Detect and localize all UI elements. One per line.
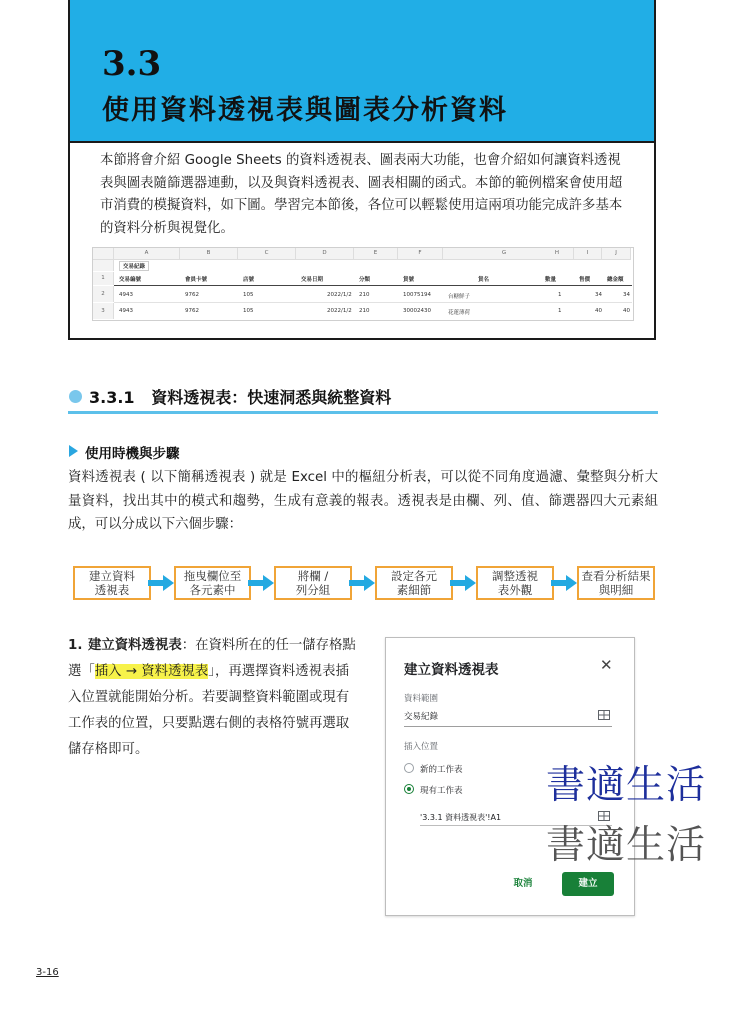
- sheet-cell: 30002430: [403, 308, 431, 314]
- flow-step-line: 調整透視: [492, 569, 538, 583]
- sheet-col-letter: H: [541, 248, 574, 260]
- flow-step-line: 透視表: [94, 583, 130, 597]
- section-bullet-icon: [69, 390, 82, 403]
- section-title: 資料透視表：快速洞悉與統整資料: [151, 388, 392, 407]
- sheet-col-letter: E: [354, 248, 398, 260]
- sheet-cell: 210: [359, 292, 370, 298]
- flow-step-1: [73, 566, 151, 600]
- sheet-col-letter: D: [296, 248, 354, 260]
- sheet-col-letter: C: [238, 248, 296, 260]
- sheet-header-cell: 交易編號: [119, 277, 142, 283]
- flow-step-line: 設定各元: [391, 569, 437, 583]
- flow-step-line: 將欄 /: [297, 569, 329, 583]
- sheet-cell: 10075194: [403, 292, 431, 298]
- flow-step-5: [476, 566, 554, 600]
- sheet-header-cell: 會員卡號: [185, 277, 208, 283]
- sheet-row-number: 2: [93, 286, 114, 302]
- sheet-cell: 9762: [185, 292, 199, 298]
- cancel-button[interactable]: 取消: [498, 872, 548, 896]
- range-input[interactable]: 交易紀錄: [404, 712, 439, 722]
- sheet-gridline: [114, 302, 632, 303]
- sheet-col-letter: J: [602, 248, 631, 260]
- grid-select-icon[interactable]: [598, 710, 610, 720]
- sheet-cell: 105: [243, 308, 254, 314]
- sheet-col-letter: I: [574, 248, 602, 260]
- flow-step-line: 查看分析結果: [581, 569, 651, 583]
- sheet-col-letter: A: [114, 248, 180, 260]
- flow-step-6: [577, 566, 655, 600]
- triangle-bullet-icon: [69, 445, 78, 457]
- menu-path-highlight: 插入 → 資料透視表: [94, 664, 209, 679]
- sheet-row-number: 3: [93, 303, 114, 319]
- sheet-cell: 台糖鮮子: [448, 294, 471, 300]
- flow-step-line: 表外觀: [497, 583, 533, 597]
- sheet-col-letter: F: [398, 248, 443, 260]
- sheet-cell: 1: [558, 292, 562, 298]
- close-icon[interactable]: ✕: [600, 656, 613, 674]
- watermark-text: 書適生活: [546, 763, 707, 808]
- sheet-header-cell: 售價: [579, 277, 591, 283]
- sheet-cell: 210: [359, 308, 370, 314]
- spreadsheet-snippet: [92, 247, 634, 321]
- section-rule: [68, 411, 658, 414]
- step-text: 」，再選擇資料透視表插入位置就能開始分析。若要調整資料範圍或現有工作表的位置，只要點選右側的表格符號再選取儲存格即可。: [68, 664, 350, 757]
- radio-existing-sheet[interactable]: [404, 784, 414, 794]
- sheet-cell: 1: [558, 308, 562, 314]
- step-text: ：在資料所在的任一儲存格點選「: [68, 638, 356, 679]
- step-number: 1.: [68, 638, 83, 653]
- flow-step-line: 建立資料: [89, 569, 135, 583]
- page-number: 3-16: [36, 967, 59, 978]
- flow-step-4: [375, 566, 453, 600]
- sheet-cell: 34: [595, 292, 602, 298]
- sheet-col-sep: [566, 248, 567, 260]
- arrow-right-icon: [450, 575, 476, 591]
- sheet-cell: 105: [243, 292, 254, 298]
- option-new-sheet-label: 新的工作表: [420, 765, 463, 775]
- sheet-header-cell: 分類: [359, 277, 371, 283]
- radio-selected-dot: [407, 787, 411, 791]
- flow-step-line: 與明細: [598, 583, 634, 597]
- sheet-cell: 34: [623, 292, 630, 298]
- subsection-heading: 使用時機與步驟: [85, 446, 180, 462]
- step-title: 建立資料透視表: [88, 638, 182, 653]
- flow-step-3: [274, 566, 352, 600]
- flow-step-line: 拖曳欄位至: [183, 569, 242, 583]
- sheet-row-number: 1: [93, 272, 114, 285]
- chapter-title: 使用資料透視表與圖表分析資料: [102, 95, 508, 126]
- sheet-rowhdr: [93, 260, 114, 271]
- option-existing-sheet-label: 現有工作表: [420, 786, 463, 796]
- sheet-header-cell: 貨號: [403, 277, 415, 283]
- sheet-header-cell: 交易日期: [301, 277, 324, 283]
- flow-step-2: [174, 566, 251, 600]
- sheet-header-cell: 店號: [243, 277, 255, 283]
- sheet-cell: 40: [595, 308, 602, 314]
- sheet-col-letter: B: [180, 248, 238, 260]
- sheet-cell: 4943: [119, 292, 133, 298]
- chapter-box: [68, 0, 656, 340]
- range-underline: [404, 726, 612, 727]
- sheet-header-cell: 數量: [545, 277, 557, 283]
- arrow-right-icon: [551, 575, 577, 591]
- sheet-cell: 40: [623, 308, 630, 314]
- sheet-header-cell: 貨名: [478, 277, 490, 283]
- flow-step-line: 各元素中: [189, 583, 236, 597]
- sheet-corner: [93, 248, 114, 260]
- watermark-text: 書適生活: [546, 823, 707, 868]
- dialog-title: 建立資料透視表: [404, 662, 499, 678]
- sheet-cell: 4943: [119, 308, 133, 314]
- sheet-header-cell: 總金額: [607, 277, 624, 283]
- radio-new-sheet[interactable]: [404, 763, 414, 773]
- section-number: 3.3.1: [89, 388, 135, 407]
- flow-step-line: 列分組: [295, 583, 331, 597]
- create-button[interactable]: 建立: [562, 872, 614, 896]
- arrow-right-icon: [248, 575, 274, 591]
- section-heading: [89, 385, 391, 408]
- chapter-number: 3.3: [102, 44, 162, 84]
- location-label: 插入位置: [404, 742, 439, 752]
- arrow-right-icon: [349, 575, 375, 591]
- sheet-col-letter: G: [443, 248, 566, 260]
- sheet-table-name[interactable]: 交易紀錄: [119, 261, 149, 271]
- sheet-cell: 2022/1/2: [327, 292, 352, 298]
- intro-paragraph: 本節將會介紹 Google Sheets 的資料透視表、圖表兩大功能，也會介紹如何讓資料透視表與圖表隨篩選器連動，以及與資料透視表、圖表相關的函式。本節的範例檔案會使用超市消費的模擬資料，如下圖。學習完本節後，各位可以輕鬆使用這兩項功能完成許多基本的資料分析與視覺化。: [100, 153, 623, 236]
- sheet-cell: 9762: [185, 308, 199, 314]
- step-1-paragraph: [68, 633, 360, 763]
- range-label: 資料範圍: [404, 694, 439, 704]
- location-input[interactable]: '3.3.1 資料透視表'!A1: [420, 813, 502, 822]
- sheet-cell: 2022/1/2: [327, 308, 352, 314]
- flow-step-line: 素細節: [396, 583, 432, 597]
- chapter-header: [70, 0, 654, 143]
- body-paragraph: 資料透視表 ( 以下簡稱透視表 ) 就是 Excel 中的樞紐分析表，可以從不同角度過濾、彙整與分析大量資料，找出其中的模式和趨勢，生成有意義的報表。透視表是由欄、列、值、篩選器四大元素組成，可以分成以下六個步驟：: [68, 470, 658, 532]
- sheet-cell: 花蓮薄荷: [448, 310, 471, 316]
- arrow-right-icon: [148, 575, 174, 591]
